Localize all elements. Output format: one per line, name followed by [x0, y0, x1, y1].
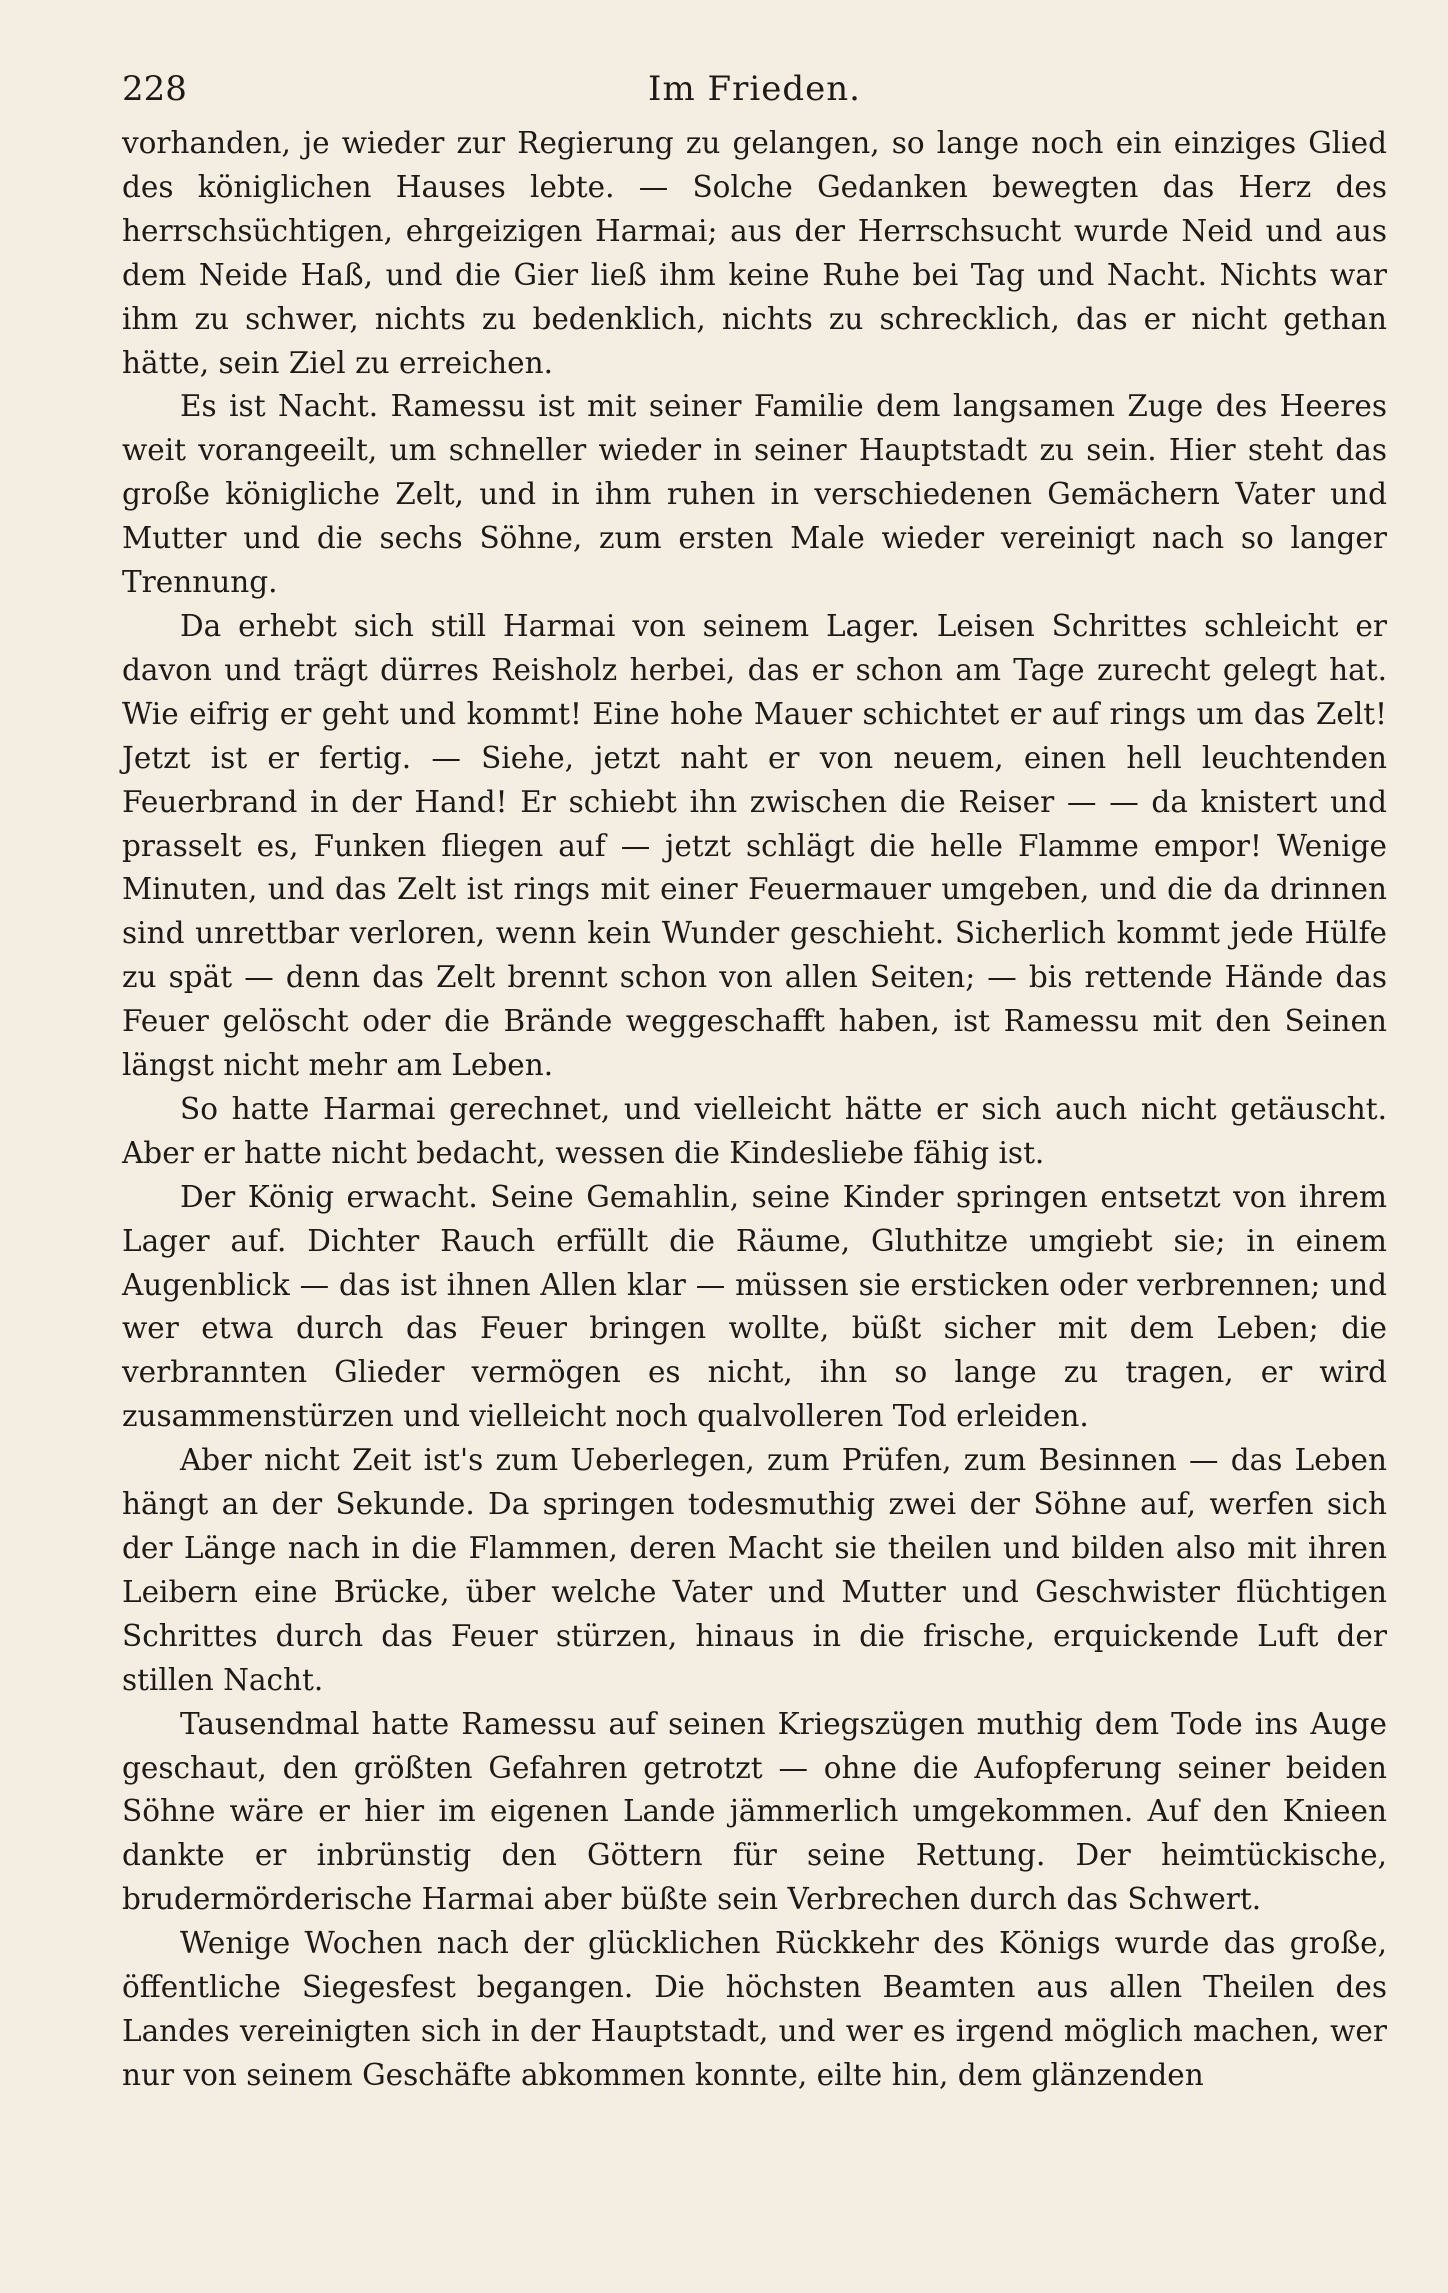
paragraph-2: Es ist Nacht. Ramessu ist mit seiner Familie dem langsamen Zuge des Heeres weit vorangeeilt, um schneller wieder in seiner Hauptstadt zu sein. Hier steht das große königliche Zelt, und in ihm ruhen in verschiedenen Gemächern Vater und Mutter und die sechs Söhne, zum ersten Male wieder vereinigt nach so langer Trennung. [122, 389, 1387, 600]
running-title: Im Frieden. [648, 69, 861, 109]
paragraph-8: Wenige Wochen nach der glücklichen Rückkehr des Königs wurde das große, öffentliche Siegesfest begangen. Die höchsten Beamten aus allen Theilen des Landes vereinigten sich in der Hauptstadt, und wer es irgend möglich machen, wer nur von seinem Geschäfte abkommen konnte, eilte hin, dem glänzenden [122, 1926, 1387, 2092]
paragraph-7: Tausendmal hatte Ramessu auf seinen Kriegszügen muthig dem Tode ins Auge geschaut, den größten Gefahren getrotzt — ohne die Aufopferung seiner beiden Söhne wäre er hier im eigenen Lande jämmerlich umgekommen. Auf den Knieen dankte er inbrünstig den Göttern für seine Rettung. Der heimtückische, brudermörderische Harmai aber büßte sein Verbrechen durch das Schwert. [122, 1706, 1387, 1917]
paragraph-4: So hatte Harmai gerechnet, und vielleicht hätte er sich auch nicht getäuscht. Aber er hatte nicht bedacht, wessen die Kindesliebe fähig ist. [122, 1091, 1387, 1170]
book-page [122, 64, 1387, 2098]
body-text [122, 122, 1387, 2098]
paragraph-1: vorhanden, je wieder zur Regierung zu gelangen, so lange noch ein einziges Glied des königlichen Hauses lebte. — Solche Gedanken bewegten das Herz des herrschsüchtigen, ehrgeizigen Harmai; aus der Herrschsucht wurde Neid und aus dem Neide Haß, und die Gier ließ ihm keine Ruhe bei Tag und Nacht. Nichts war ihm zu schwer, nichts zu bedenklich, nichts zu schrecklich, das er nicht gethan hätte, sein Ziel zu erreichen. [122, 126, 1387, 380]
paragraph-3: Da erhebt sich still Harmai von seinem Lager. Leisen Schrittes schleicht er davon und trägt dürres Reisholz herbei, das er schon am Tage zurecht gelegt hat. Wie eifrig er geht und kommt! Eine hohe Mauer schichtet er auf rings um das Zelt! Jetzt ist er fertig. — Siehe, jetzt naht er von neuem, einen hell leuchtenden Feuerbrand in der Hand! Er schiebt ihn zwischen die Reiser — — da knistert und prasselt es, Funken fliegen auf — jetzt schlägt die helle Flamme empor! Wenige Minuten, und das Zelt ist rings mit einer Feuermauer umgeben, und die da drinnen sind unrettbar verloren, wenn kein Wunder geschieht. Sicherlich kommt jede Hülfe zu spät — denn das Zelt brennt schon von allen Seiten; — bis rettende Hände das Feuer gelöscht oder die Brände weggeschafft haben, ist Ramessu mit den Seinen längst nicht mehr am Leben. [122, 608, 1387, 1083]
page-header [122, 64, 1387, 114]
paragraph-6: Aber nicht Zeit ist's zum Ueberlegen, zum Prüfen, zum Besinnen — das Leben hängt an der Sekunde. Da springen todesmuthig zwei der Söhne auf, werfen sich der Länge nach in die Flammen, deren Macht sie theilen und bilden also mit ihren Leibern eine Brücke, über welche Vater und Mutter und Geschwister flüchtigen Schrittes durch das Feuer stürzen, hinaus in die frische, erquickende Luft der stillen Nacht. [122, 1443, 1387, 1697]
paragraph-5: Der König erwacht. Seine Gemahlin, seine Kinder springen entsetzt von ihrem Lager auf. Dichter Rauch erfüllt die Räume, Gluthitze umgiebt sie; in einem Augenblick — das ist ihnen Allen klar — müssen sie ersticken oder verbrennen; und wer etwa durch das Feuer bringen wollte, büßt sicher mit dem Leben; die verbrannten Glieder vermögen es nicht, ihn so lange zu tragen, er wird zusammenstürzen und vielleicht noch qualvolleren Tod erleiden. [122, 1179, 1387, 1434]
page-number: 228 [122, 69, 187, 109]
